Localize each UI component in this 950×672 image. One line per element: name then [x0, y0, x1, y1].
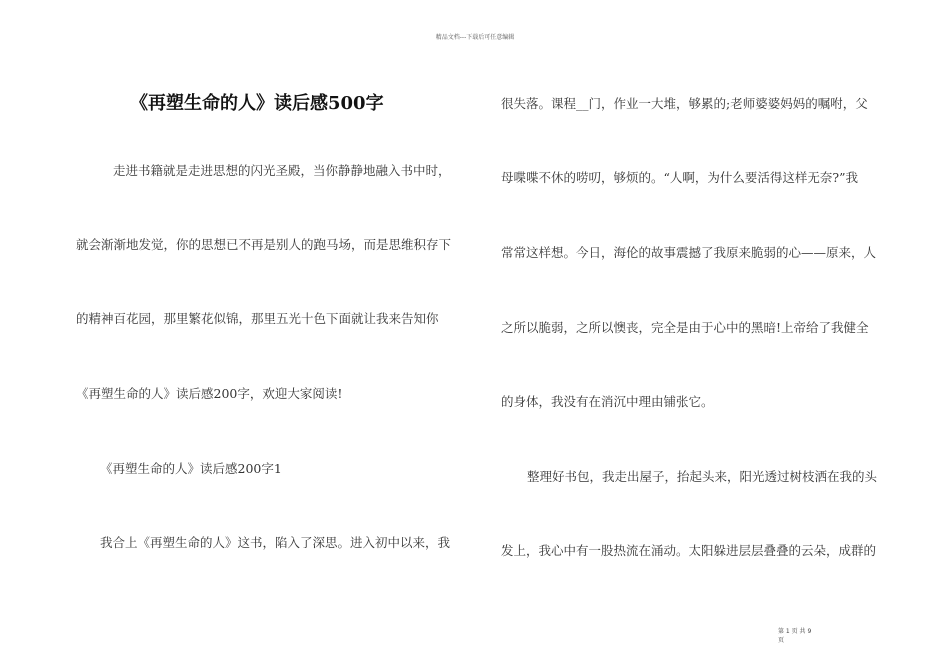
paragraph-line: 整理好书包，我走出屋子，抬起头来，阳光透过树枝洒在我的头 — [527, 469, 878, 484]
page-number-line2: 页 — [778, 637, 785, 644]
paragraph-line: 《再塑生命的人》读后感200字，欢迎大家阅读! — [76, 386, 343, 401]
paragraph-line: 的身体，我没有在消沉中理由铺张它。 — [501, 394, 714, 409]
paragraph-line: 很失落。课程__门，作业一大堆，够累的;老师婆婆妈妈的嘱咐，父 — [501, 96, 868, 111]
page-footer — [778, 627, 811, 645]
page-number-line1: 第 1 页 共 9 — [778, 628, 812, 635]
paragraph-line: 就会渐渐地发觉，你的思想已不再是别人的跑马场，而是思维积存下 — [76, 237, 452, 252]
paragraph-line: 的精神百花园，那里繁花似锦，那里五光十色下面就让我来告知你 — [76, 311, 439, 326]
paragraph-line: 发上，我心中有一股热流在涌动。太阳躲进层层叠叠的云朵，成群的 — [501, 543, 877, 558]
paragraph-line: 我合上《再塑生命的人》这书，陷入了深思。进入初中以来，我 — [100, 535, 451, 550]
section-heading: 《再塑生命的人》读后感200字1 — [100, 461, 282, 476]
paragraph-line: 常常这样想。今日，海伦的故事震撼了我原来脆弱的心——原来，人 — [501, 245, 877, 260]
paragraph-line: 母喋喋不休的唠叨，够烦的。“人啊，为什么要活得这样无奈?”我 — [501, 170, 858, 185]
paragraph-line: 走进书籍就是走进思想的闪光圣殿，当你静静地融入书中时， — [113, 163, 451, 178]
paragraph-line: 之所以脆弱，之所以懊丧，完全是由于心中的黑暗!上帝给了我健全 — [501, 320, 869, 335]
page-header: 精品文档---下载后可任意编辑 — [435, 34, 515, 41]
document-title: 《再塑生命的人》读后感500字 — [130, 93, 384, 114]
